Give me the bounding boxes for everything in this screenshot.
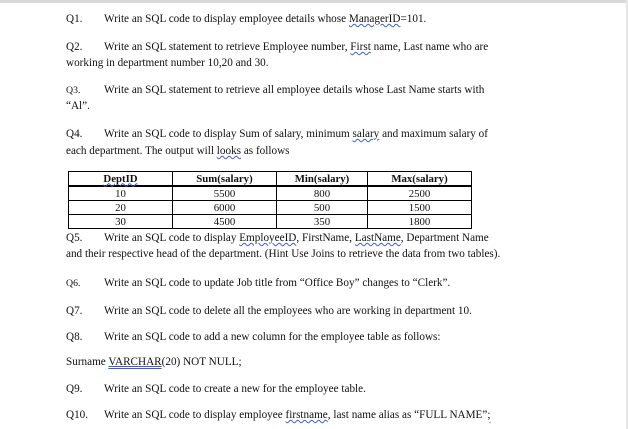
- question-9: Q9. Write an SQL code to create a new for the employee table.: [66, 383, 366, 395]
- question-4: Q4. Write an SQL code to display Sum of salary, minimum salary and maximum salary of: [66, 128, 489, 140]
- question-8: Q8. Write an SQL code to add a new column for the employee table as follows:: [66, 331, 441, 343]
- question-8-code: Surname VARCHAR(20) NOT NULL;: [66, 356, 242, 368]
- spellcheck-word: VARCHAR: [108, 356, 162, 368]
- question-1: Q1. Write an SQL code to display employee details whose ManagerID=101.: [66, 13, 427, 25]
- table-cell: 20: [69, 201, 173, 215]
- table-row: [69, 215, 472, 229]
- table-cell: 1800: [368, 215, 472, 229]
- column-header: Sum(salary): [173, 172, 277, 187]
- spellcheck-word: firstname: [285, 409, 328, 421]
- table-row: [69, 201, 472, 215]
- question-number: Q9.: [66, 383, 83, 395]
- column-header: Max(salary): [368, 172, 472, 187]
- spellcheck-word: salary: [352, 128, 380, 140]
- column-header: DeptID: [69, 172, 173, 187]
- question-2-continued: working in department number 10,20 and 30.: [66, 57, 269, 69]
- table-cell: 500: [277, 201, 368, 215]
- table-cell: 1500: [368, 201, 472, 215]
- spellcheck-word: looks: [216, 145, 242, 157]
- question-number: Q10.: [66, 409, 89, 421]
- question-4-continued: each department. The output will looks as follows: [66, 145, 290, 157]
- table-cell: 350: [277, 215, 368, 229]
- spellcheck-word: First: [350, 41, 371, 53]
- table-cell: 800: [277, 186, 368, 201]
- table-cell: 6000: [173, 201, 277, 215]
- question-number: Q8.: [66, 331, 83, 343]
- table-cell: 5500: [173, 186, 277, 201]
- spellcheck-word: ;: [487, 409, 491, 421]
- question-number: Q3.: [66, 85, 81, 96]
- question-number: Q2.: [66, 41, 83, 53]
- spellcheck-word: ManagerID: [348, 13, 401, 25]
- table-cell: 30: [69, 215, 173, 229]
- table-header-row: [69, 172, 472, 187]
- column-header: Min(salary): [277, 172, 368, 187]
- table-cell: 2500: [368, 186, 472, 201]
- page-top-border: [0, 0, 628, 3]
- question-number: Q4.: [66, 128, 83, 140]
- question-2: Q2. Write an SQL statement to retrieve Employee number, First name, Last name who are: [66, 41, 489, 53]
- question-5: Q5. Write an SQL code to display EmployeeID, FirstName, LastName, Department Name: [66, 232, 489, 244]
- question-number: Q6.: [66, 278, 81, 289]
- question-number: Q7.: [66, 305, 83, 317]
- spellcheck-word: LastName: [354, 232, 401, 244]
- question-6: Q6. Write an SQL code to update Job title from “Office Boy” changes to “Clerk”.: [66, 277, 451, 289]
- question-number: Q1.: [66, 13, 83, 25]
- table-row: [69, 186, 472, 201]
- table-cell: 4500: [173, 215, 277, 229]
- question-10: Q10. Write an SQL code to display employee firstname, last name alias as “FULL NAME”;: [66, 409, 491, 421]
- question-3-continued: “Al”.: [66, 100, 90, 112]
- question-7: Q7. Write an SQL code to delete all the employees who are working in department 10.: [66, 305, 472, 317]
- spellcheck-word: EmployeeID: [239, 232, 297, 244]
- question-3: Q3. Write an SQL statement to retrieve all employee details whose Last Name starts with: [66, 84, 485, 96]
- salary-summary-table: [68, 171, 472, 229]
- question-5-continued: and their respective head of the department. (Hint Use Joins to retrieve the data from two tables).: [66, 248, 501, 260]
- question-number: Q5.: [66, 232, 83, 244]
- table-cell: 10: [69, 186, 173, 201]
